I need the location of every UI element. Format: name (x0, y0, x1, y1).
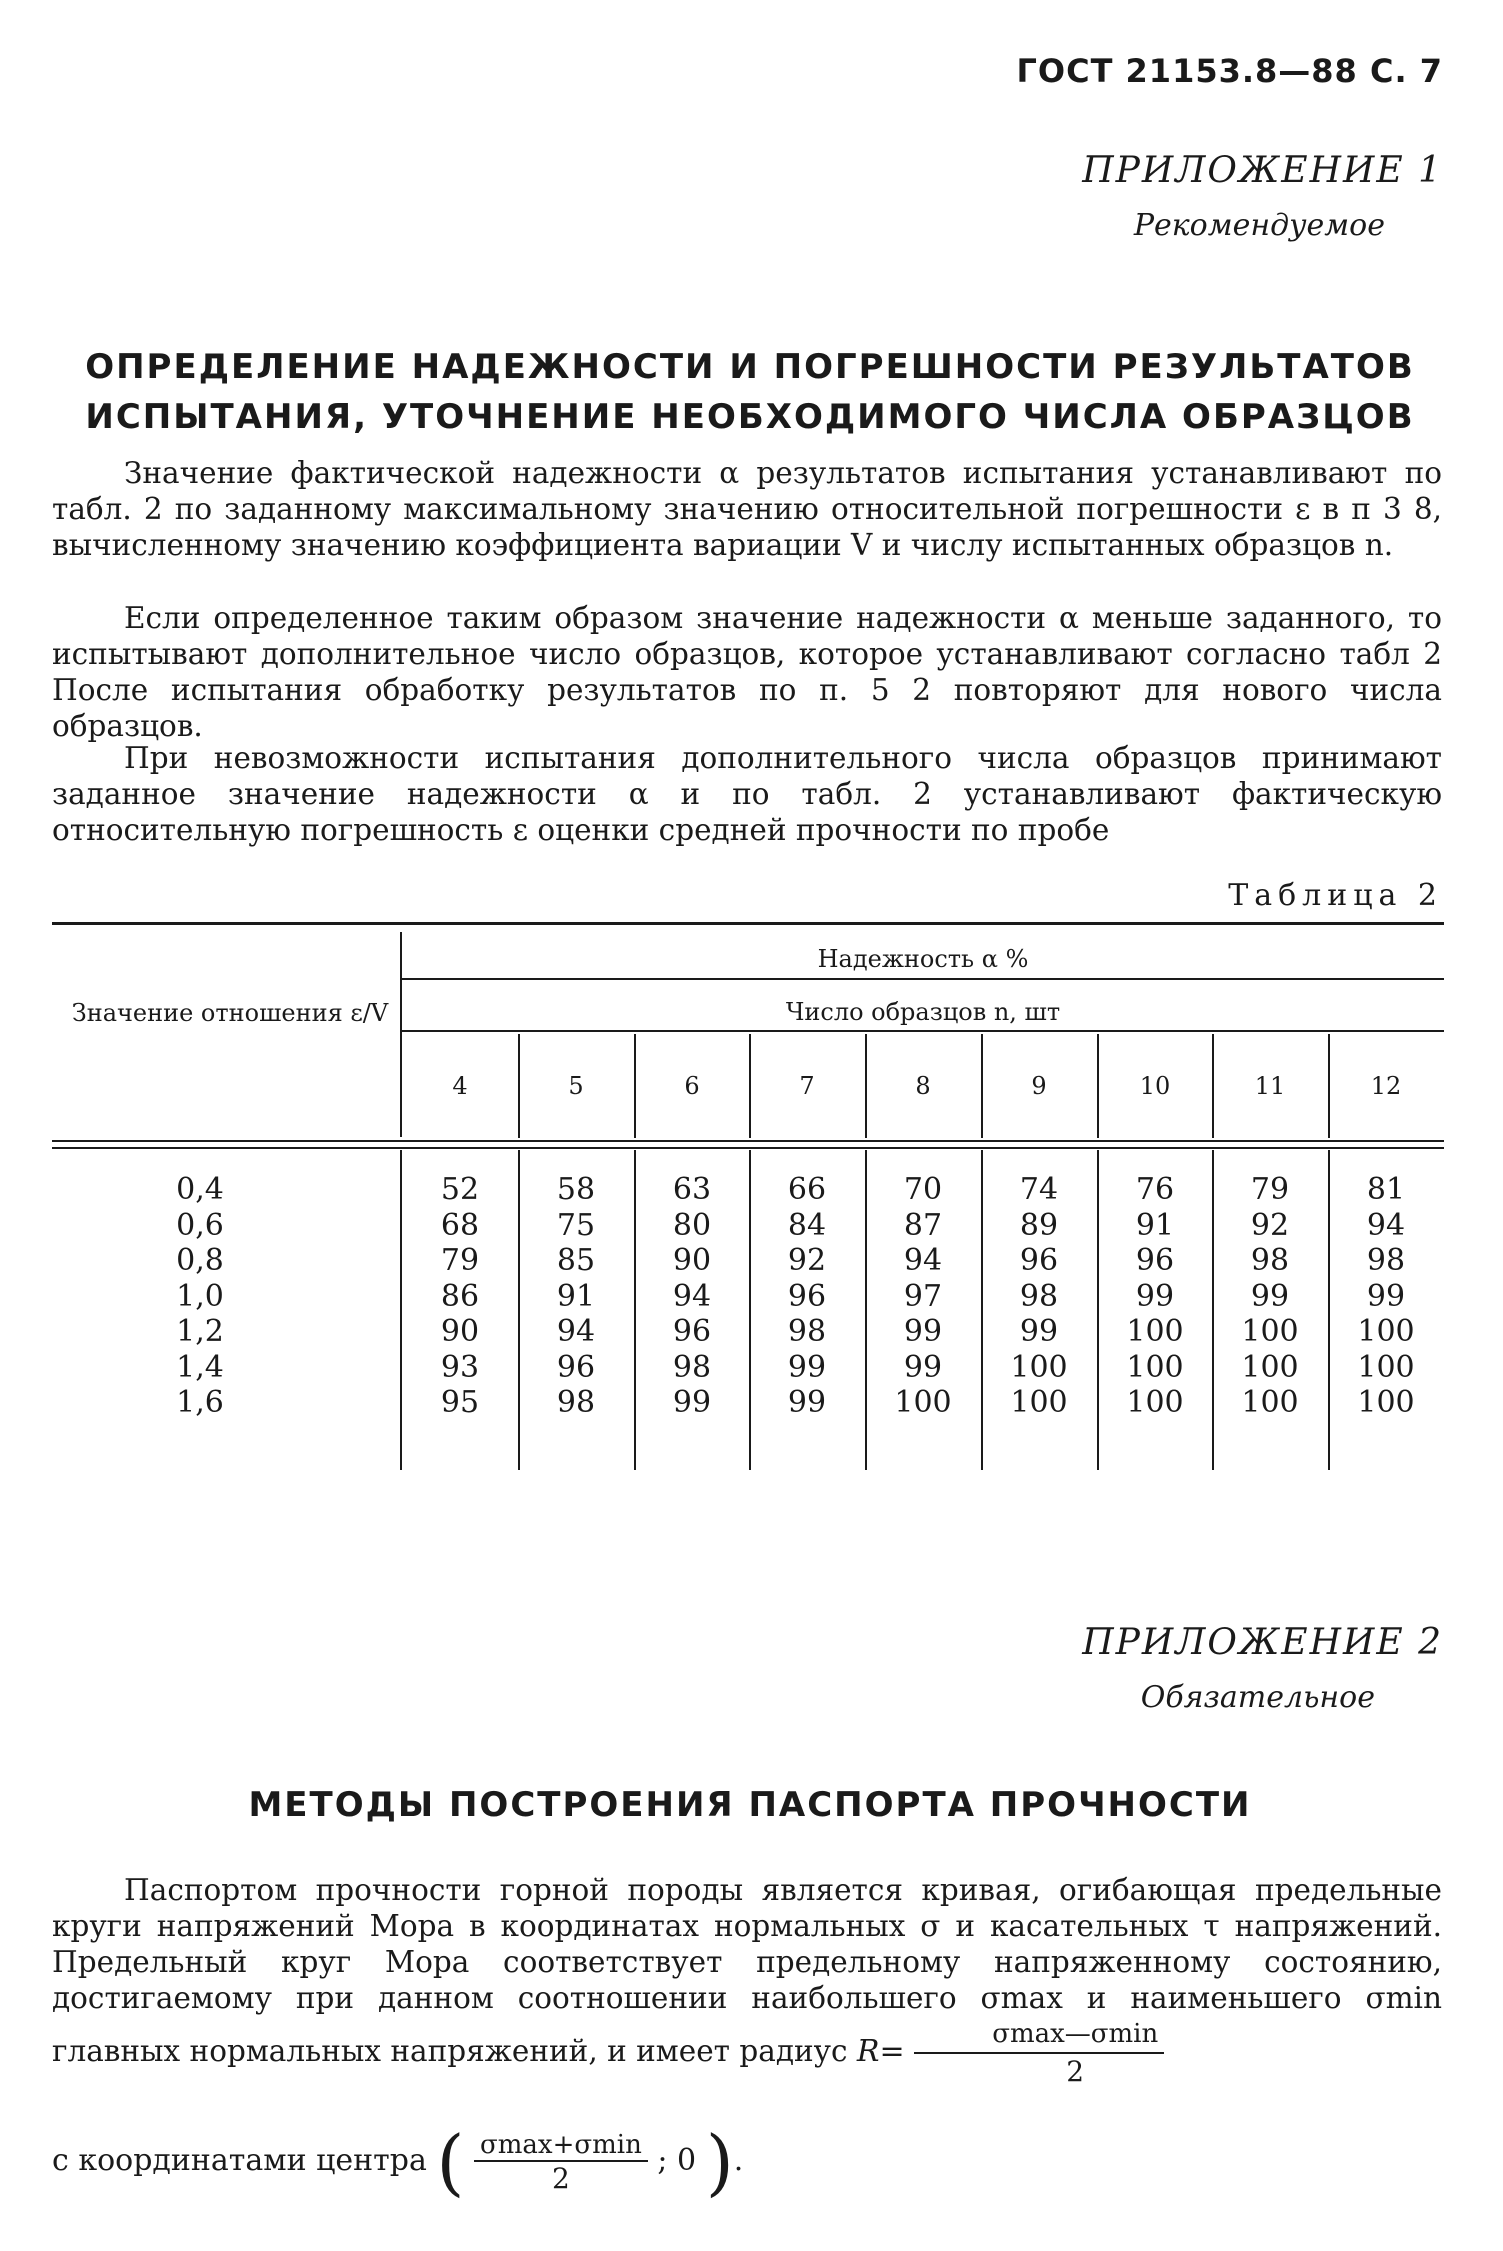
value-cell: 75 (556, 1208, 596, 1243)
value-cell: 94 (672, 1279, 712, 1314)
value-cell: 91 (1135, 1208, 1175, 1243)
appendix1-status: Рекомендуемое (1133, 208, 1385, 243)
value-cell: 100 (1241, 1350, 1299, 1385)
appendix1-paragraph-2: Если определенное таким образом значение надежности α меньше заданного, то испытывают дополнительное число образцов, которое устанавливают согласно табл 2 После испытания обработку результатов по п. 5 2 повторяют для нового числа образцов. (52, 601, 1442, 743)
reliability-header: Надежность α % (817, 945, 1029, 973)
value-cell: 100 (1126, 1350, 1184, 1385)
value-cell: 100 (1357, 1385, 1415, 1420)
value-cell: 99 (1135, 1279, 1175, 1314)
column-header: 12 (1370, 1072, 1402, 1100)
column-header: 9 (1031, 1072, 1047, 1100)
center-formula: с координатами центра ( $\frac{\sigma\max+\sigma\min}{2}$ ; 0 ). (52, 2120, 744, 2204)
column-header: 4 (452, 1072, 468, 1100)
value-cell: 100 (894, 1385, 952, 1420)
value-cell: 81 (1366, 1172, 1406, 1207)
value-cell: 96 (672, 1314, 712, 1349)
appendix1-heading: ОПРЕДЕЛЕНИЕ НАДЕЖНОСТИ И ПОГРЕШНОСТИ РЕЗУЛЬТАТОВ ИСПЫТАНИЯ, УТОЧНЕНИЕ НЕОБХОДИМОГО ЧИСЛА ОБРАЗЦОВ (85, 347, 1415, 437)
center-fraction: $\frac{\sigma\max+\sigma\min}{2}$ (474, 2130, 648, 2195)
table-caption: Таблица 2 (1228, 878, 1443, 913)
value-cell: 99 (787, 1385, 827, 1420)
value-cell: 98 (556, 1385, 596, 1420)
value-cell: 86 (440, 1279, 480, 1314)
value-cell: 96 (787, 1279, 827, 1314)
value-cell: 98 (1250, 1243, 1290, 1278)
value-cell: 99 (787, 1350, 827, 1385)
ratio-cell: 1,6 (176, 1385, 224, 1420)
column-header: 7 (799, 1072, 815, 1100)
value-cell: 100 (1126, 1314, 1184, 1349)
column-header: 11 (1254, 1072, 1286, 1100)
ratio-cell: 0,6 (176, 1208, 224, 1243)
value-cell: 91 (556, 1279, 596, 1314)
ratio-cell: 0,8 (176, 1243, 224, 1278)
value-cell: 94 (1366, 1208, 1406, 1243)
value-cell: 94 (903, 1243, 943, 1278)
value-cell: 98 (1019, 1279, 1059, 1314)
value-cell: 70 (903, 1172, 943, 1207)
column-header: 10 (1139, 1072, 1171, 1100)
column-header: 5 (568, 1072, 584, 1100)
value-cell: 100 (1126, 1385, 1184, 1420)
value-cell: 74 (1019, 1172, 1059, 1207)
value-cell: 99 (903, 1314, 943, 1349)
value-cell: 94 (556, 1314, 596, 1349)
value-cell: 58 (556, 1172, 596, 1207)
value-cell: 100 (1241, 1314, 1299, 1349)
appendix1-paragraph-3: При невозможности испытания дополнительного числа образцов принимают заданное значение надежности α и по табл. 2 устанавливают фактическую относительную погрешность ε оценки средней прочности по пробе (52, 741, 1442, 847)
value-cell: 92 (1250, 1208, 1290, 1243)
appendix2-heading: МЕТОДЫ ПОСТРОЕНИЯ ПАСПОРТА ПРОЧНОСТИ (248, 1785, 1252, 1825)
value-cell: 95 (440, 1385, 480, 1420)
value-cell: 63 (672, 1172, 712, 1207)
appendix2-status: Обязательное (1140, 1680, 1375, 1715)
value-cell: 100 (1357, 1314, 1415, 1349)
value-cell: 98 (787, 1314, 827, 1349)
row-header: Значение отношения ε/V (71, 999, 389, 1027)
value-cell: 96 (1135, 1243, 1175, 1278)
value-cell: 68 (440, 1208, 480, 1243)
value-cell: 96 (556, 1350, 596, 1385)
value-cell: 99 (1366, 1279, 1406, 1314)
appendix1-paragraph-1: Значение фактической надежности α результатов испытания устанавливают по табл. 2 по заданному максимальному значению относительной погрешности ε в п 3 8, вычисленному значению коэффициента вариации V и числу испытанных образцов n. (52, 456, 1442, 562)
ratio-cell: 0,4 (176, 1172, 224, 1207)
ratio-cell: 1,2 (176, 1314, 224, 1349)
ratio-cell: 1,0 (176, 1279, 224, 1314)
value-cell: 96 (1019, 1243, 1059, 1278)
page-header: ГОСТ 21153.8—88 С. 7 (1016, 52, 1443, 90)
value-cell: 80 (672, 1208, 712, 1243)
value-cell: 97 (903, 1279, 943, 1314)
value-cell: 99 (672, 1385, 712, 1420)
value-cell: 99 (1019, 1314, 1059, 1349)
value-cell: 85 (556, 1243, 596, 1278)
value-cell: 98 (672, 1350, 712, 1385)
value-cell: 100 (1010, 1350, 1068, 1385)
value-cell: 98 (1366, 1243, 1406, 1278)
value-cell: 76 (1135, 1172, 1175, 1207)
appendix2-title: ПРИЛОЖЕНИЕ 2 (1082, 1622, 1443, 1663)
value-cell: 90 (672, 1243, 712, 1278)
value-cell: 100 (1010, 1385, 1068, 1420)
radius-formula: R= $\frac{\sigma\max—\sigma\min}{2}$ (857, 2034, 1164, 2069)
value-cell: 92 (787, 1243, 827, 1278)
value-cell: 52 (440, 1172, 480, 1207)
value-cell: 84 (787, 1208, 827, 1243)
appendix1-title: ПРИЛОЖЕНИЕ 1 (1082, 150, 1443, 191)
value-cell: 90 (440, 1314, 480, 1349)
value-cell: 93 (440, 1350, 480, 1385)
column-header: 8 (915, 1072, 931, 1100)
value-cell: 87 (903, 1208, 943, 1243)
appendix2-paragraph: Паспортом прочности горной породы является кривая, огибающая предельные круги напряжений Мора в координатах нормальных σ и касательных τ напряжений. Предельный круг Мора соответствует предельному напряженному состоянию, достигаемому при данном соотношении наибольшего σmax и наименьшего σmin главных нормальных напряжений, и имеет радиус R= $\frac{\sigma\max—\sigma\min}{2}$ (52, 1873, 1442, 2088)
ratio-cell: 1,4 (176, 1350, 224, 1385)
value-cell: 100 (1357, 1350, 1415, 1385)
value-cell: 100 (1241, 1385, 1299, 1420)
value-cell: 79 (440, 1243, 480, 1278)
value-cell: 99 (1250, 1279, 1290, 1314)
column-header: 6 (684, 1072, 700, 1100)
value-cell: 99 (903, 1350, 943, 1385)
samples-header: Число образцов n, шт (785, 998, 1061, 1026)
value-cell: 79 (1250, 1172, 1290, 1207)
radius-fraction: $\frac{\sigma\max—\sigma\min}{2}$ (914, 2016, 1164, 2090)
value-cell: 66 (787, 1172, 827, 1207)
value-cell: 89 (1019, 1208, 1059, 1243)
